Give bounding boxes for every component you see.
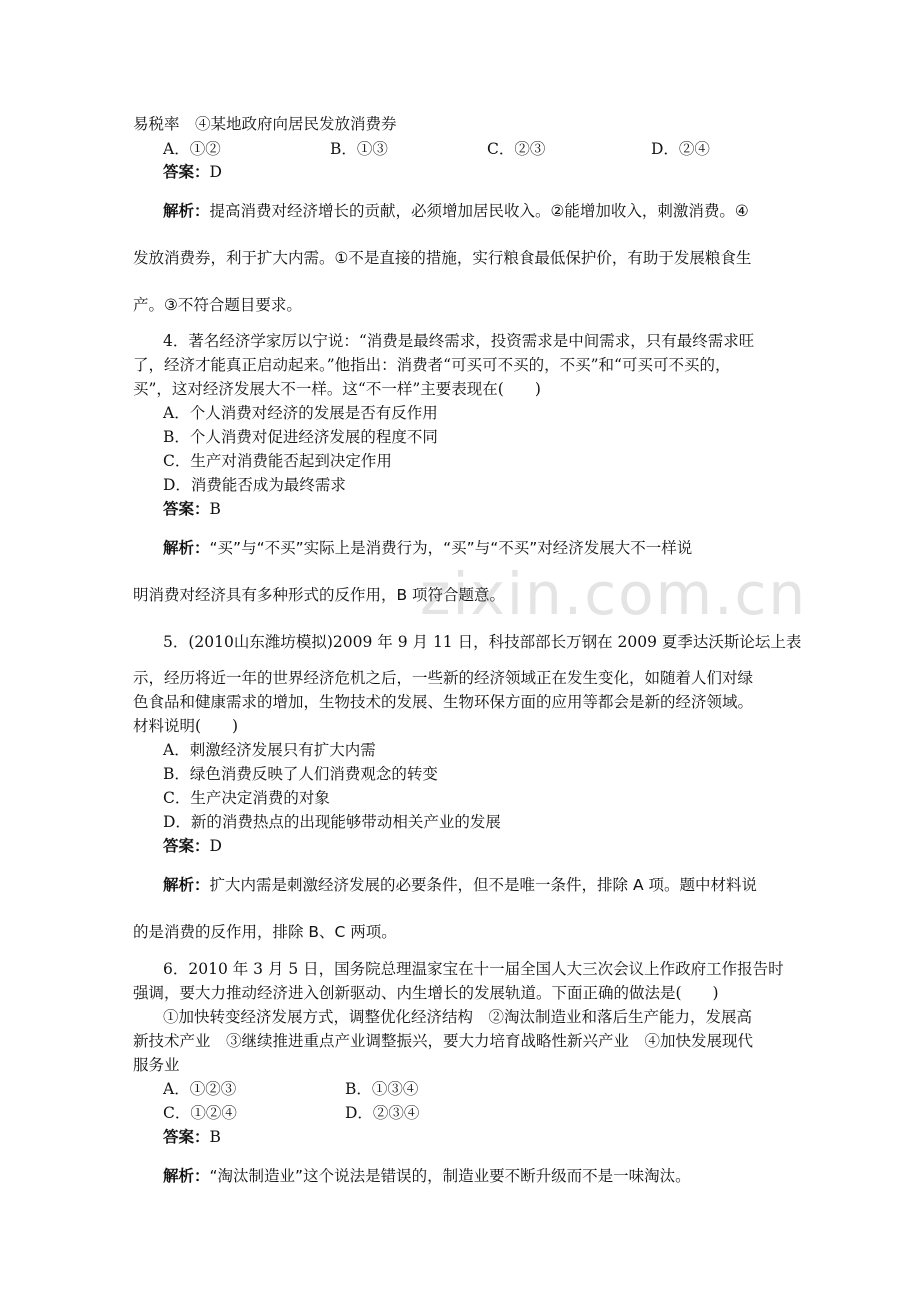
q5-stem-line-4: 材料说明( ) [133, 717, 239, 735]
q4-analysis-line-2: 明消费对经济具有多种形式的反作用，B 项符合题意。 [133, 586, 506, 604]
q4-analysis-line-1 [163, 538, 692, 558]
q4-answer [163, 499, 221, 519]
q3-analysis-line-2: 发放消费券，利于扩大内需。①不是直接的措施，实行粮食最低保护价，有助于发展粮食生 [133, 249, 752, 267]
q4-option-c: C．生产对消费能否起到决定作用 [163, 452, 392, 470]
q5-stem-line-1 [163, 632, 801, 652]
q4-option-b: B．个人消费对促进经济发展的程度不同 [163, 428, 438, 446]
analysis-label: 解析： [163, 876, 210, 894]
q4-option-a: A．个人消费对经济的发展是否有反作用 [163, 404, 438, 422]
q6-stem-line-1: 6．2010 年 3 月 5 日，国务院总理温家宝在十一届全国人大三次会议上作政府工作报告时 [163, 960, 784, 978]
q6-stem-line-2: 强调，要大力推动经济进入创新驱动、内生增长的发展轨道。下面正确的做法是( ) [133, 984, 719, 1002]
analysis-label: 解析： [163, 202, 210, 220]
q4-stem-line-3: 买”，这对经济发展大不一样。这“不一样”主要表现在( ) [133, 380, 541, 398]
answer-value: B [209, 500, 221, 518]
analysis-label: 解析： [163, 1167, 210, 1185]
q6-option-a: A．①②③ [163, 1080, 237, 1098]
q5-source: 山东潍坊模拟 [233, 633, 327, 651]
q6-option-d: D．②③④ [345, 1104, 420, 1122]
analysis-text: 扩大内需是刺激经济发展的必要条件，但不是唯一条件，排除 A 项。题中材料说 [209, 876, 757, 894]
answer-value: D [209, 837, 222, 855]
q5-stem-line-2: 示，经历将近一年的世界经济危机之后，一些新的经济领域正在发生变化，如随着人们对绿 [133, 669, 754, 687]
answer-label: 答案： [163, 499, 210, 518]
watermark: zixin.com.cn [420, 560, 808, 628]
q5-analysis-line-2: 的是消费的反作用，排除 B、C 两项。 [133, 923, 397, 941]
q5-stem-line-3: 色食品和健康需求的增加，生物技术的发展、生物环保方面的应用等都会是新的经济领域。 [133, 693, 754, 711]
answer-label: 答案： [163, 162, 210, 181]
analysis-text: “淘汰制造业”这个说法是错误的，制造业要不断升级而不是一味淘汰。 [209, 1167, 691, 1185]
q5-option-b: B．绿色消费反映了人们消费观念的转变 [163, 765, 438, 783]
q3-stem-line: 易税率 ④某地政府向居民发放消费券 [133, 115, 397, 133]
q5-option-d: D．新的消费热点的出现能够带动相关产业的发展 [163, 813, 501, 831]
q6-stem-line-5: 服务业 [133, 1056, 180, 1074]
q6-answer [163, 1127, 221, 1147]
q3-option-c: C．②③ [487, 140, 546, 158]
analysis-text: “买”与“不买”实际上是消费行为，“买”与“不买”对经济发展大不一样说 [209, 539, 693, 557]
analysis-label: 解析： [163, 539, 210, 557]
q6-option-b: B．①③④ [345, 1080, 419, 1098]
analysis-text: 提高消费对经济增长的贡献，必须增加居民收入。②能增加收入，刺激消费。④ [209, 202, 749, 220]
q6-stem-line-3: ①加快转变经济发展方式，调整优化经济结构 ②淘汰制造业和落后生产能力，发展高 [163, 1008, 753, 1026]
q5-analysis-line-1 [163, 875, 757, 895]
answer-label: 答案： [163, 1127, 210, 1146]
q3-answer [163, 162, 222, 182]
q5-answer [163, 836, 222, 856]
q6-option-c: C．①②④ [163, 1104, 237, 1122]
answer-value: D [209, 163, 222, 181]
q3-option-a: A．①② [163, 140, 221, 158]
q3-option-d: D．②④ [651, 140, 710, 158]
q6-stem-line-4: 新技术产业 ③继续推进重点产业调整振兴，要大力培育战略性新兴产业 ④加快发展现代 [133, 1032, 754, 1050]
q4-stem-line-2: 了，经济才能真正启动起来。”他指出：消费者“可买可不买的，不买”和“可买可不买的， [133, 356, 731, 374]
q3-analysis-line-1 [163, 201, 749, 221]
q5-option-a: A．刺激经济发展只有扩大内需 [163, 741, 376, 759]
q3-analysis-line-3: 产。③不符合题目要求。 [133, 296, 302, 314]
q3-option-b: B．①③ [330, 140, 388, 158]
answer-value: B [209, 1128, 221, 1146]
q4-option-d: D．消费能否成为最终需求 [163, 476, 346, 494]
q4-stem-line-1: 4．著名经济学家厉以宁说：“消费是最终需求，投资需求是中间需求，只有最终需求旺 [163, 332, 755, 350]
answer-label: 答案： [163, 836, 210, 855]
q5-option-c: C．生产决定消费的对象 [163, 789, 330, 807]
q6-analysis-line-1 [163, 1166, 691, 1186]
q5-stem-rest: )2009 年 9 月 11 日，科技部部长万钢在 2009 夏季达沃斯论坛上表 [326, 633, 802, 651]
q5-number: 5．(2010 [163, 633, 234, 651]
